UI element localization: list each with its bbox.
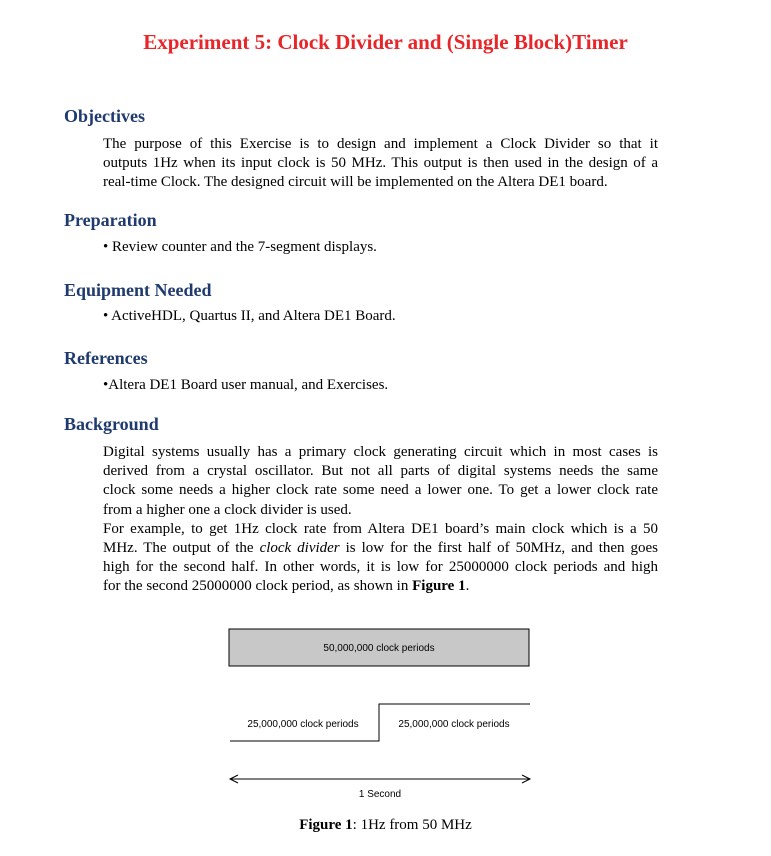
caption-text: : 1Hz from 50 MHz [352, 817, 472, 833]
objectives-line: The purpose of this Exercise is to design and implement a Clock Divider so that it [103, 136, 658, 152]
objectives-heading: Objectives [64, 106, 145, 126]
equipment-item: • ActiveHDL, Quartus II, and Altera DE1 Board. [103, 308, 396, 324]
objectives-line: outputs 1Hz when its input clock is 50 MHz. This output is then used in the design of a [103, 155, 658, 172]
span-label: 1 Second [358, 789, 402, 800]
background-heading: Background [64, 414, 159, 434]
low-phase-label: 25,000,000 clock periods [247, 719, 359, 730]
background-line: clock some needs a higher clock rate some need a lower one. To get a lower clock rate [103, 482, 658, 499]
example-text: for the second 25000000 clock period, as shown in [103, 578, 413, 595]
example-text: is low for the first half of 50MHz, and then goes [339, 540, 658, 557]
figure-reference: Figure 1 [412, 578, 466, 595]
background-line: from a higher one a clock divider is used. [103, 501, 352, 518]
objectives-line: real-time Clock. The designed circuit will be implemented on the Altera DE1 board. [103, 174, 608, 191]
clock-divider-term: clock divider [259, 540, 340, 557]
references-heading: References [64, 348, 148, 368]
equipment-heading: Equipment Needed [64, 280, 212, 300]
caption-label: Figure 1 [299, 817, 353, 833]
example-line: high for the second half. In other words, it is low for 25000000 clock periods and high [103, 559, 658, 576]
preparation-heading: Preparation [64, 210, 157, 230]
example-text: . [465, 578, 470, 595]
high-phase-label: 25,000,000 clock periods [398, 719, 510, 730]
page-title: Experiment 5: Clock Divider and (Single Block)Timer [143, 30, 628, 54]
example-text: MHz. The output of the [103, 540, 260, 557]
background-line: derived from a crystal oscillator. But not all parts of digital systems needs the same [103, 463, 658, 480]
background-line: Digital systems usually has a primary clock generating circuit which in most cases is [103, 444, 658, 460]
top-box-label: 50,000,000 clock periods [323, 643, 435, 654]
figure-caption [0, 817, 771, 834]
example-line: For example, to get 1Hz clock rate from Altera DE1 board’s main clock which is a 50 [103, 520, 658, 537]
references-item: •Altera DE1 Board user manual, and Exercises. [103, 377, 389, 393]
preparation-item: • Review counter and the 7-segment displays. [103, 239, 377, 255]
